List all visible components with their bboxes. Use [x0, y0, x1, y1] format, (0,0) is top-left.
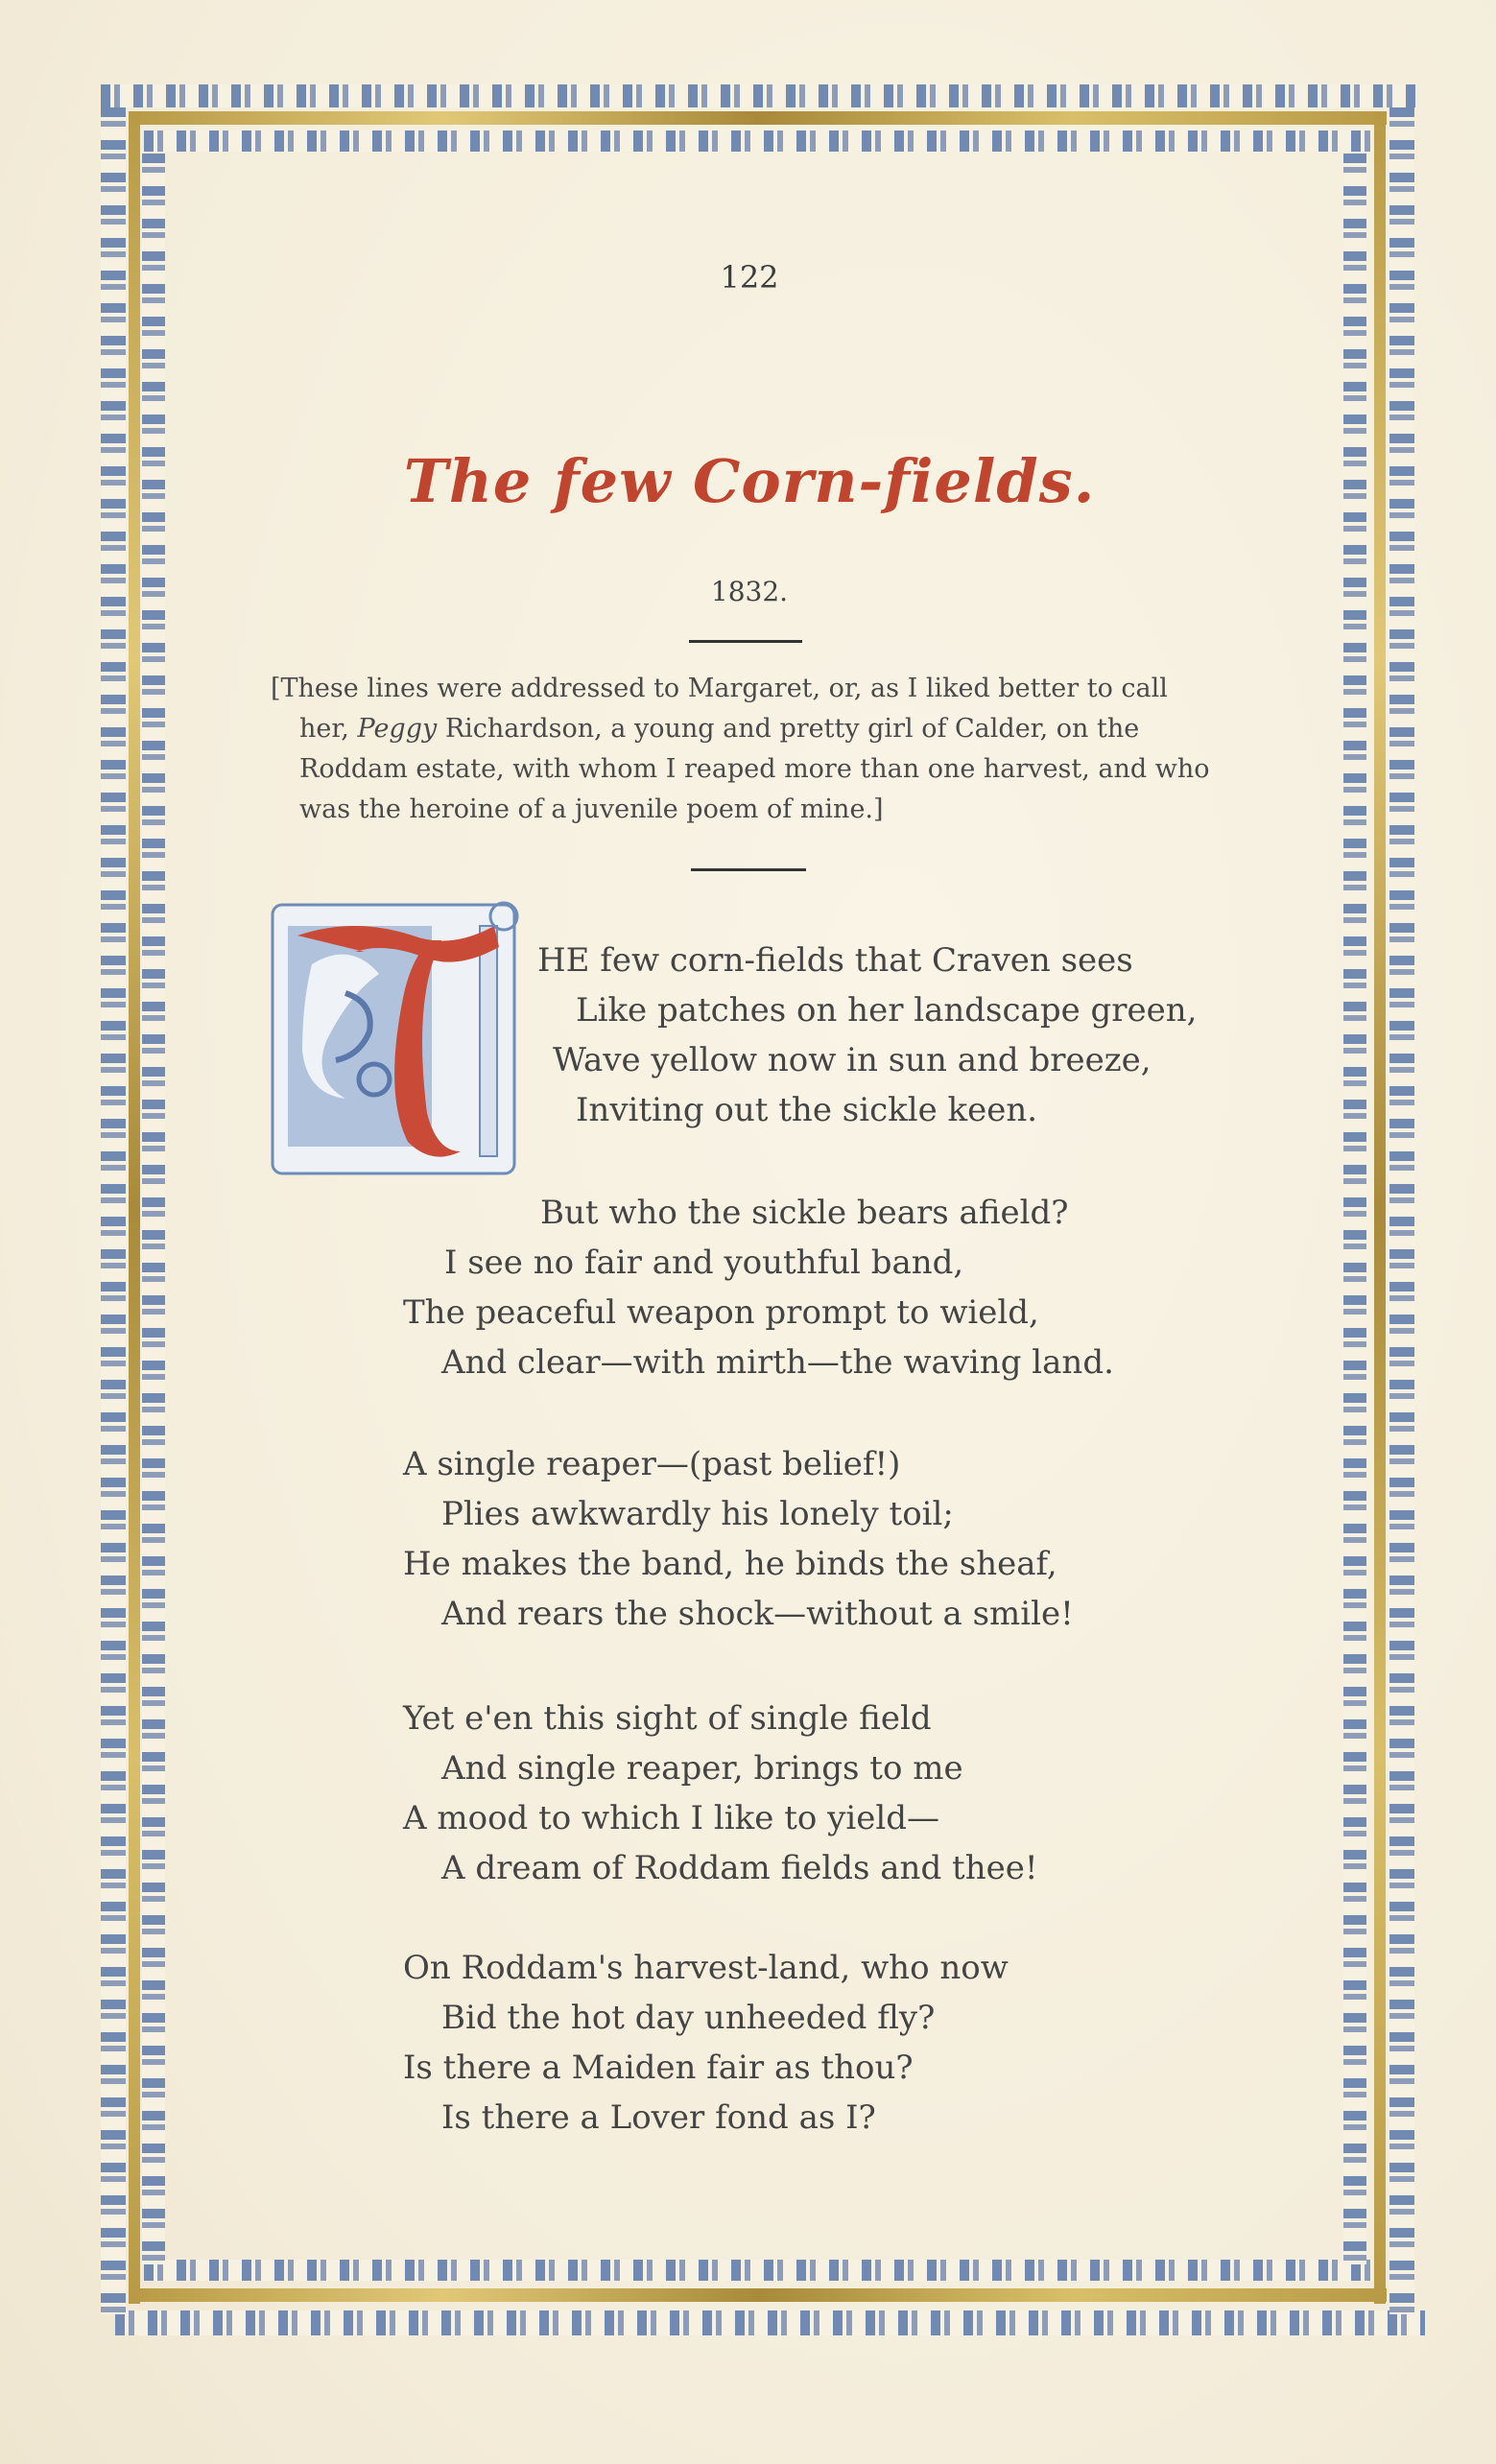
frame-right-band — [1343, 154, 1366, 2264]
headnote — [271, 669, 1249, 830]
stanza-5-line-2: Bid the hot day unheeded fly? — [441, 1999, 936, 2037]
text-block — [163, 154, 1336, 2250]
stanza-5-line-4: Is there a Lover fond as I? — [441, 2098, 876, 2137]
stanza-3-line-2: Plies awkwardly his lonely toil; — [441, 1495, 954, 1533]
frame-top-band — [101, 84, 1415, 107]
stanza-5-line-1: On Roddam's harvest-land, who now — [403, 1949, 1009, 1987]
frame-right-band-outer — [1389, 107, 1414, 2314]
frame-bottom-band — [144, 2260, 1372, 2281]
frame-left-band-inner — [142, 154, 165, 2264]
gold-rule-bottom — [130, 2288, 1387, 2302]
gold-rule-right — [1374, 111, 1386, 2304]
stanza-4 — [403, 1694, 1038, 1893]
stanza-4-line-2: And single reaper, brings to me — [441, 1749, 963, 1788]
stanza-1-line-2: Like patches on her landscape green, — [576, 991, 1198, 1030]
stanza-1-line-4: Inviting out the sickle keen. — [576, 1091, 1038, 1129]
frame-top-band-inner — [144, 130, 1372, 152]
stanza-1-line-3: Wave yellow now in sun and breeze, — [553, 1041, 1152, 1079]
headnote-line-1: [These lines were addressed to Margaret, or, as I liked better to call — [271, 674, 1168, 703]
page-number: 122 — [720, 259, 779, 296]
headnote-line-3: Roddam estate, with whom I reaped more than one harvest, and who — [299, 754, 1210, 784]
stanza-4-line-1: Yet e'en this sight of single field — [403, 1699, 932, 1738]
stanza-2 — [403, 1188, 1114, 1387]
stanza-5 — [403, 1943, 1009, 2143]
stanza-3 — [403, 1439, 1074, 1639]
stanza-2-line-4: And clear—with mirth—the waving land. — [441, 1343, 1114, 1382]
stanza-2-line-2: I see no fair and youthful band, — [444, 1244, 964, 1282]
stanza-1-line-1: HE few corn-fields that Craven sees — [537, 941, 1133, 980]
stanza-3-line-1: A single reaper—(past belief!) — [403, 1445, 901, 1483]
stanza-4-line-3: A mood to which I like to yield— — [403, 1799, 939, 1837]
divider-bottom — [691, 868, 806, 871]
divider-top — [689, 640, 802, 643]
gold-rule-top — [130, 111, 1387, 125]
stanza-1 — [537, 936, 1197, 1135]
stanza-5-line-3: Is there a Maiden fair as thou? — [403, 2049, 914, 2087]
stanza-2-line-3: The peaceful weapon prompt to wield, — [403, 1293, 1039, 1332]
stanza-3-line-4: And rears the shock—without a smile! — [441, 1595, 1074, 1633]
headnote-name: Peggy — [357, 714, 438, 744]
headnote-line-4: was the heroine of a juvenile poem of mine.] — [299, 794, 884, 824]
poem-year: 1832. — [710, 576, 789, 607]
gold-rule-left — [129, 111, 140, 2304]
stanza-4-line-4: A dream of Roddam fields and thee! — [441, 1849, 1038, 1887]
illuminated-initial — [259, 888, 547, 1185]
headnote-line-2: her, Peggy Richardson, a young and pretty girl of Calder, on the — [299, 714, 1140, 744]
stanza-3-line-3: He makes the band, he binds the sheaf, — [403, 1545, 1057, 1583]
stanza-2-line-1: But who the sickle bears afield? — [540, 1194, 1069, 1232]
frame-left-band — [101, 107, 126, 2314]
poem-title: The few Corn-fields. — [403, 446, 1096, 516]
frame-bottom-band-outer — [115, 2310, 1425, 2335]
